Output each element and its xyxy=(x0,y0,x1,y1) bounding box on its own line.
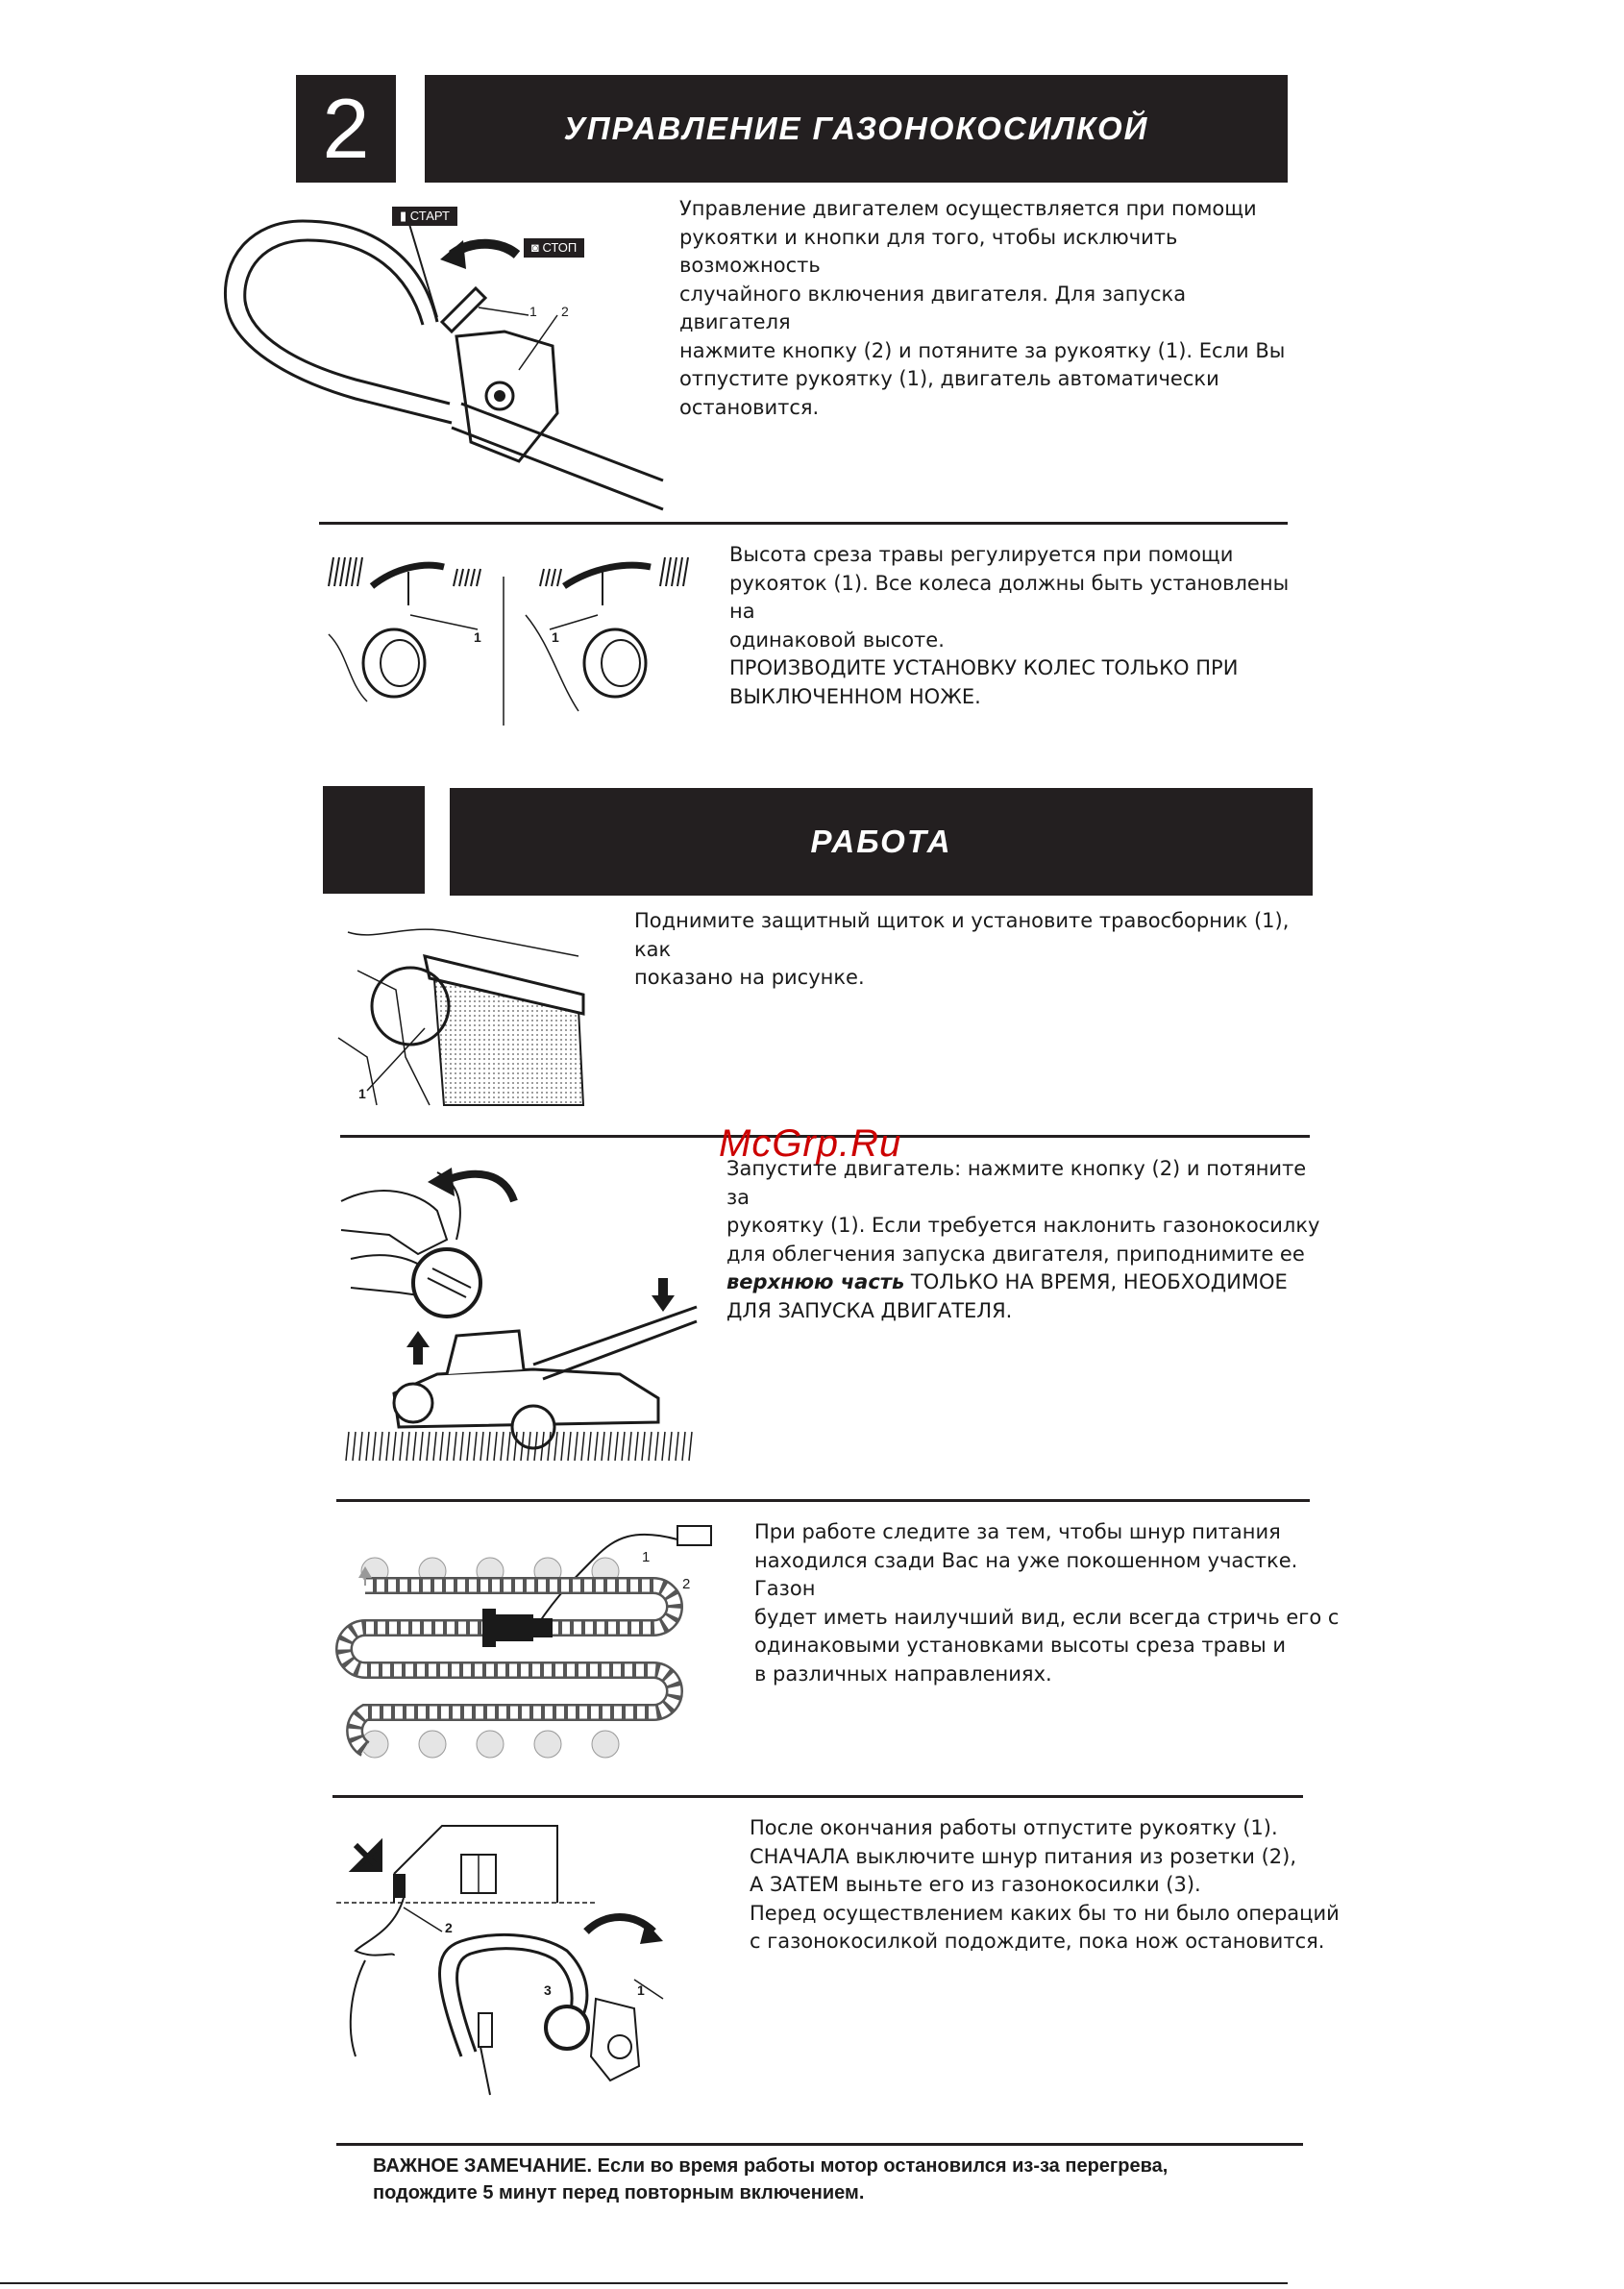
section2-title-bar xyxy=(450,788,1313,896)
section2-title: РАБОТА xyxy=(810,824,952,859)
figure2-label-right: 1 xyxy=(552,629,559,645)
wheel-height-illustration xyxy=(319,548,703,730)
figure6-label-3: 3 xyxy=(544,1982,552,1998)
figure6-label-2: 2 xyxy=(445,1920,453,1935)
stop-icon: ◙ xyxy=(531,240,543,255)
handle-control-illustration xyxy=(211,202,673,509)
grass-collector-illustration xyxy=(338,913,588,1105)
cord-description: При работе следите за тем, чтобы шнур питания находился сзади Вас на уже покошенном участке. Газон будет иметь наилучший вид, если всегда стричь его с одинаковыми установками высоты среза травы и в различных направлениях. xyxy=(754,1520,1340,1686)
figure2-label-left: 1 xyxy=(474,629,481,645)
engine-start-illustration xyxy=(341,1163,706,1470)
section-number-box xyxy=(296,75,396,183)
divider xyxy=(319,522,1288,525)
stop-label: ◙ СТОП xyxy=(524,238,584,258)
start-icon: ▮ xyxy=(400,209,410,223)
figure6-label-1: 1 xyxy=(637,1982,645,1998)
section-title: УПРАВЛЕНИЕ ГАЗОНОКОСИЛКОЙ xyxy=(563,111,1149,146)
section2-number-box xyxy=(323,786,425,894)
divider xyxy=(336,1499,1310,1502)
section-title-bar xyxy=(425,75,1288,183)
important-note: ВАЖНОЕ ЗАМЕЧАНИЕ. Если во время работы мотор остановился из-за перегрева, подождите 5 минут перед повторным включением. xyxy=(373,2155,1169,2203)
section-number: 2 xyxy=(322,81,370,176)
wheel-height-description: Высота среза травы регулируется при помощи рукояток (1). Все колеса должны быть установлены на одинаковой высоте. ПРОИЗВОДИТЕ УСТАНОВКУ КОЛЕС ТОЛЬКО ПРИ ВЫКЛЮЧЕННОМ НОЖЕ. xyxy=(729,543,1290,708)
watermark: McGrp.Ru xyxy=(719,1122,902,1165)
finish-description: После окончания работы отпустите рукоятку (1). СНАЧАЛА выключите шнур питания из розетки (2), А ЗАТЕМ выньте его из газонокосилки (3). Перед осуществлением каких бы то ни было операций с газонокосилкой подождите, пока нож остановится. xyxy=(750,1816,1340,1953)
start-label: ▮ СТАРТ xyxy=(392,207,457,226)
figure3-label-1: 1 xyxy=(358,1086,366,1101)
collector-description: Поднимите защитный щиток и установите травосборник (1), как показано на рисунке. xyxy=(634,909,1290,989)
mowing-pattern-illustration xyxy=(336,1518,711,1768)
page-bottom-rule xyxy=(0,2282,1288,2284)
figure5-label-2: 2 xyxy=(682,1576,691,1592)
engine-start-description: Запустите двигатель: нажмите кнопку (2) и потяните за рукоятку (1). Если требуется наклонить газонокосилку для облегчения запуска двигателя, приподнимите ее верхнюю часть ТОЛЬКО НА ВРЕМЯ, НЕОБХОДИМОЕ ДЛЯ ЗАПУСКА ДВИГАТЕЛЯ. xyxy=(726,1157,1320,1322)
figure1-label-2: 2 xyxy=(561,304,569,319)
figure1-label-1: 1 xyxy=(529,304,537,319)
divider xyxy=(332,1795,1303,1798)
emphasis-text: верхнюю часть xyxy=(726,1270,905,1293)
divider xyxy=(336,2143,1303,2146)
finish-work-illustration xyxy=(336,1807,682,2104)
control-description: Управление двигателем осуществляется при помощи рукоятки и кнопки для того, чтобы исключить возможность случайного включения двигателя. Для запуска двигателя нажмите кнопку (2) и потяните за рукоятку (1). Если Вы отпустите рукоятку (1), двигатель автоматически остановится. xyxy=(679,197,1286,419)
figure5-label-1: 1 xyxy=(642,1549,651,1565)
